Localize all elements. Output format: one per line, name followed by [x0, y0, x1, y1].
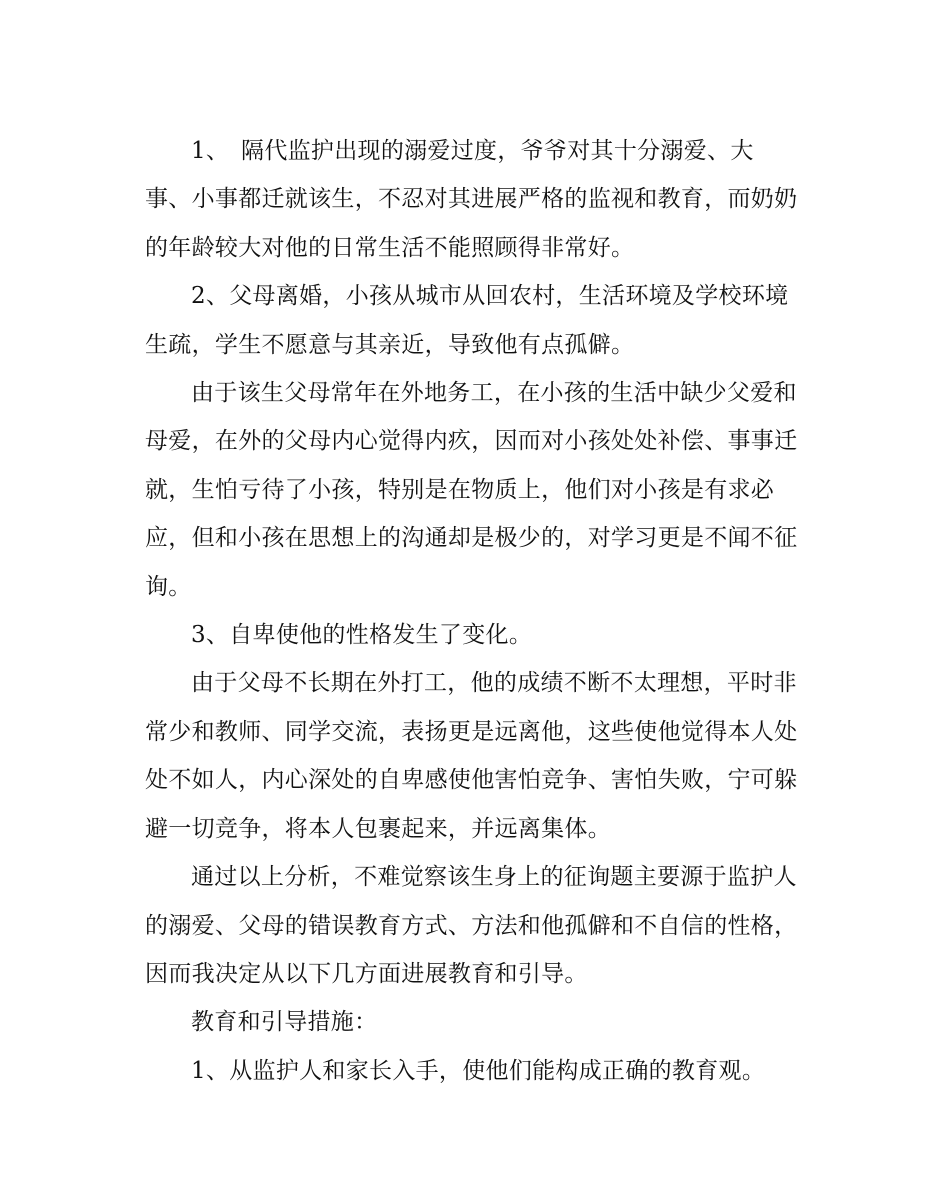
paragraph-5: 由于父母不长期在外打工，他的成绩不断不太理想，平时非常少和教师、同学交流，表扬更是远离他，这些使他觉得本人处处不如人，内心深处的自卑感使他害怕竞争、害怕失败，宁可躲避一切竞争，将本人包裹起来，并远离集体。 — [145, 670, 798, 842]
paragraph-4: 3、自卑使他的性格发生了变化。 — [191, 622, 533, 649]
paragraph-3: 由于该生父母常年在外地务工，在小孩的生活中缺少父爱和母爱，在外的父母内心觉得内疚，因而对小孩处处补偿、事事迁就，生怕亏待了小孩，特别是在物质上，他们对小孩是有求必应，但和小孩在思想上的沟通却是极少的，对学习更是不闻不征询。 — [145, 380, 798, 600]
paragraph-6: 通过以上分析，不难觉察该生身上的征询题主要源于监护人的溺爱、父母的错误教育方式、方法和他孤僻和不自信的性格，因而我决定从以下几方面进展教育和引导。 — [145, 864, 798, 987]
paragraph-2: 2、父母离婚，小孩从城市从回农村，生活环境及学校环境生疏，学生不愿意与其亲近，导致他有点孤僻。 — [145, 283, 789, 358]
paragraph-7: 教育和引导措施： — [191, 1009, 378, 1036]
paragraph-8: 1、从监护人和家长入手，使他们能构成正确的教育观。 — [191, 1057, 766, 1084]
paragraph-1: 1、 隔代监护出现的溺爱过度，爷爷对其十分溺爱、大事、小事都迁就该生，不忍对其进展严格的监视和教育，而奶奶的年龄较大对他的日常生活不能照顾得非常好。 — [145, 138, 798, 261]
